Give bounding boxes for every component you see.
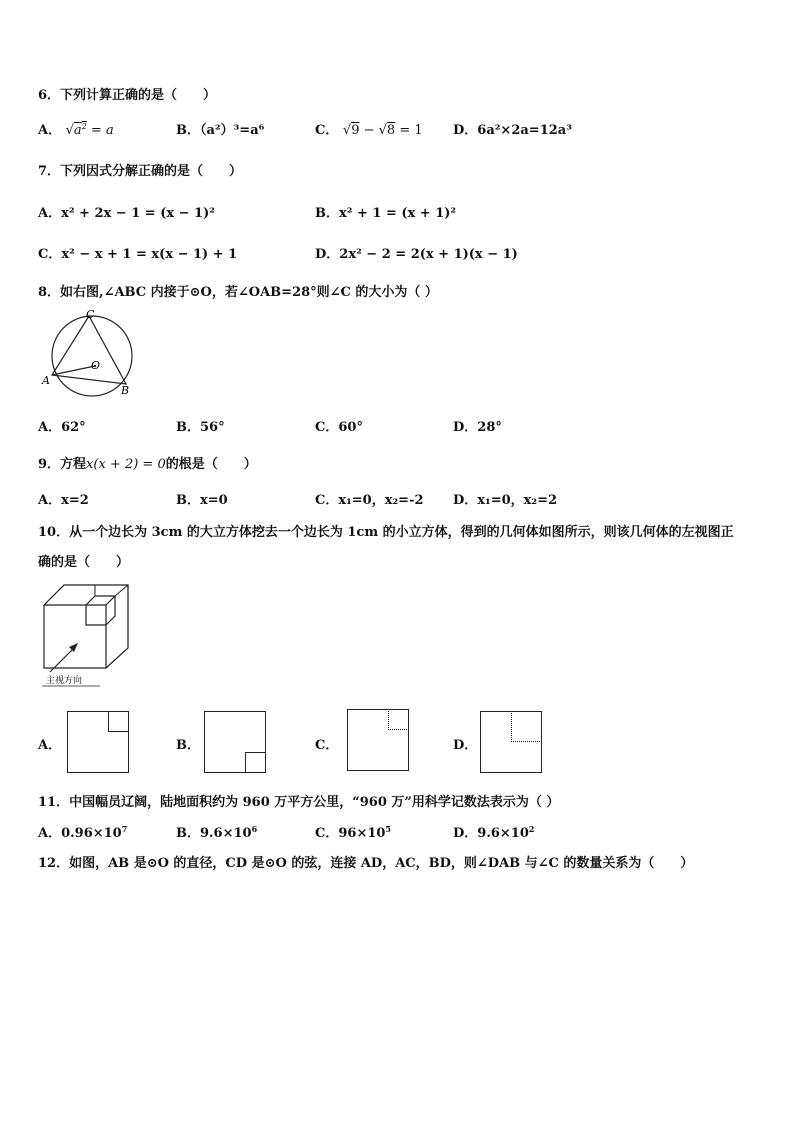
cube-notch	[86, 605, 106, 625]
label-b: B	[121, 384, 130, 397]
q9-option-c: C．x₁=0，x₂=-2	[315, 493, 424, 508]
q6-option-c-rhs: = 1	[399, 123, 423, 138]
q10-option-b-label: B．	[176, 738, 200, 753]
q8-option-c: C．60°	[315, 420, 363, 435]
q10-option-b-square	[245, 752, 266, 773]
q11-option-a	[38, 822, 127, 841]
q6-stem: 6．下列计算正确的是（ ）	[38, 88, 217, 103]
segment-oa	[52, 366, 95, 375]
q11-option-d	[453, 822, 534, 841]
label-o: O	[91, 359, 101, 372]
arrow-head-icon	[69, 643, 78, 652]
cube-front-face	[44, 605, 106, 668]
q6-option-c	[315, 119, 423, 138]
q6-option-a-expr: $√a^2 = a$	[65, 122, 114, 138]
cube-notch-back2	[115, 585, 128, 596]
q11-option-d-base: D．9.6×10	[453, 826, 529, 841]
q7-option-c: C．x² − x + 1 = x(x − 1) + 1	[38, 247, 238, 262]
q6-option-b: B．（a²）³=a⁶	[176, 123, 265, 138]
q6-option-c-radicand-1: 9	[351, 123, 360, 138]
q10-option-a-square	[108, 711, 129, 732]
q10-option-a-view	[67, 711, 129, 773]
q10-option-d-view	[480, 711, 542, 773]
q11-option-b-base: B．9.6×10	[176, 826, 252, 841]
q11-option-a-exp: 7	[121, 824, 128, 834]
q10-option-c-square	[388, 709, 409, 730]
q8-option-b: B．56°	[176, 420, 225, 435]
view-direction-caption: 主视方向	[46, 676, 83, 686]
q6-option-a-label: A．	[38, 123, 62, 138]
q10-option-a-label: A．	[38, 738, 62, 753]
q9-option-a: A．x=2	[38, 493, 89, 508]
q8-circle-figure	[38, 308, 148, 400]
q6-option-c-label: C．	[315, 123, 339, 138]
q9-stem-pre: 9．方程	[38, 457, 87, 472]
q9-stem	[38, 453, 257, 472]
q10-stem-line2: 确的是（ ）	[38, 555, 130, 570]
q10-option-d-label: D．	[453, 738, 478, 753]
q10-option-d-square	[511, 711, 542, 742]
label-c: C	[86, 308, 95, 321]
q12-stem: 12．如图，AB 是⊙O 的直径，CD 是⊙O 的弦，连接 AD，AC，BD，则∠DAB 与∠C 的数量关系为（ ）	[38, 856, 694, 871]
q11-option-b	[176, 822, 257, 841]
q9-equation: x(x + 2) = 0	[86, 457, 166, 472]
q9-option-d: D．x₁=0，x₂=2	[453, 493, 558, 508]
cube-right-face	[106, 585, 128, 668]
q10-cube-figure	[38, 580, 138, 690]
q6-option-a-radicand: a	[73, 123, 82, 138]
q7-option-d: D．2x² − 2 = 2(x + 1)(x − 1)	[315, 247, 518, 262]
q9-option-b: B．x=0	[176, 493, 228, 508]
q6-option-a	[38, 119, 114, 138]
q10-option-b-view	[204, 711, 266, 773]
label-a: A	[42, 374, 50, 387]
triangle-abc	[52, 316, 126, 384]
q9-stem-post: 的根是（ ）	[165, 457, 257, 472]
q7-option-b: B．x² + 1 = (x + 1)²	[315, 206, 457, 221]
q11-option-a-base: A．0.96×10	[38, 826, 122, 841]
q11-option-c-base: C．96×10	[315, 826, 386, 841]
cube-notch-edge	[106, 596, 115, 605]
q6-option-c-radicand-2: 8	[386, 123, 396, 138]
q8-option-d: D．28°	[453, 420, 502, 435]
q6-option-c-expr: √9 − √8 = 1	[342, 123, 423, 138]
q8-option-a: A．62°	[38, 420, 86, 435]
q11-option-c-exp: 5	[385, 824, 391, 834]
q10-stem-line1: 10．从一个边长为 3cm 的大立方体挖去一个边长为 1cm 的小立方体，得到的几何体如图所示，则该几何体的左视图正	[38, 525, 734, 540]
q8-stem: 8．如右图,∠ABC 内接于⊙O，若∠OAB=28°则∠C 的大小为（ ）	[38, 285, 438, 300]
q11-option-d-exp: 2	[528, 824, 535, 834]
q10-option-c-view	[347, 709, 409, 771]
q6-option-d: D．6a²×2a=12a³	[453, 123, 572, 138]
q10-option-c-label: C．	[315, 738, 339, 753]
q11-option-c	[315, 822, 391, 841]
q11-stem: 11．中国幅员辽阔，陆地面积约为 960 万平方公里，“960 万”用科学记数法表示为（ ）	[38, 795, 560, 810]
q11-option-b-exp: 6	[251, 824, 258, 834]
q7-stem: 7．下列因式分解正确的是（ ）	[38, 164, 243, 179]
q7-option-a: A．x² + 2x − 1 = (x − 1)²	[38, 206, 215, 221]
q6-option-a-rhs: = a	[90, 123, 114, 138]
